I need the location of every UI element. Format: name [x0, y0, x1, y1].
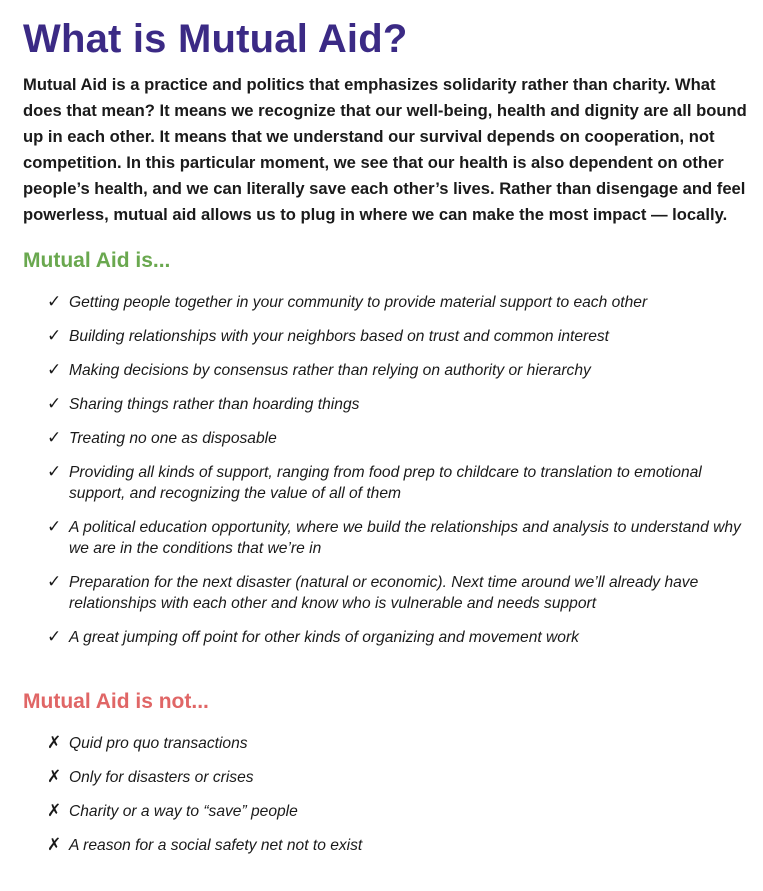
- list-item: [47, 292, 748, 313]
- document-page: [23, 0, 748, 869]
- check-mark-icon: ✓: [47, 572, 62, 592]
- list-item: [47, 835, 748, 856]
- list-item: [47, 572, 748, 614]
- intro-paragraph: Mutual Aid is a practice and politics that emphasizes solidarity rather than charity. What does that mean? It means we recognize that our well-being, health and dignity are all bound up in each other. It means that we understand our survival depends on cooperation, not competition. In this particular moment, we see that our health is also dependent on other people’s health, and we can literally save each other’s lives. Rather than disengage and feel powerless, mutual aid allows us to plug in where we can make the most impact — locally.: [23, 75, 747, 224]
- list-item-text: Preparation for the next disaster (natural or economic). Next time around we’ll already have relationships with each other and know who is vulnerable and needs support: [69, 574, 699, 612]
- list-item-text: Quid pro quo transactions: [69, 735, 248, 752]
- list-item-text: Providing all kinds of support, ranging from food prep to childcare to translation to emotional support, and recognizing the value of all of them: [69, 464, 702, 502]
- check-mark-icon: ✓: [47, 517, 62, 537]
- check-mark-icon: ✓: [47, 428, 62, 448]
- check-mark-icon: ✓: [47, 292, 62, 312]
- list-item-text: A great jumping off point for other kinds of organizing and movement work: [69, 629, 579, 646]
- check-mark-icon: ✓: [47, 627, 62, 647]
- cross-mark-icon: ✗: [47, 835, 62, 855]
- list-item: [47, 733, 748, 754]
- list-item-text: Charity or a way to “save” people: [69, 803, 298, 820]
- cross-mark-icon: ✗: [47, 801, 62, 821]
- check-mark-icon: ✓: [47, 360, 62, 380]
- mutual-aid-is-not-heading: Mutual Aid is not...: [23, 690, 209, 713]
- check-mark-icon: ✓: [47, 462, 62, 482]
- list-item: [47, 517, 748, 559]
- page-title: What is Mutual Aid?: [23, 17, 408, 61]
- list-item-text: Treating no one as disposable: [69, 430, 277, 447]
- list-item: [47, 627, 748, 648]
- list-item-text: Only for disasters or crises: [69, 769, 254, 786]
- list-item: [47, 767, 748, 788]
- list-item: [47, 428, 748, 449]
- cross-mark-icon: ✗: [47, 767, 62, 787]
- check-mark-icon: ✓: [47, 394, 62, 414]
- list-item-text: Getting people together in your community to provide material support to each other: [69, 294, 648, 311]
- list-item: [47, 360, 748, 381]
- mutual-aid-is-heading: Mutual Aid is...: [23, 249, 171, 272]
- list-item: [47, 462, 748, 504]
- check-mark-icon: ✓: [47, 326, 62, 346]
- list-item-text: A political education opportunity, where we build the relationships and analysis to understand why we are in the conditions that we’re in: [69, 519, 741, 557]
- list-item-text: A reason for a social safety net not to exist: [69, 837, 363, 854]
- cross-mark-icon: ✗: [47, 733, 62, 753]
- mutual-aid-is-not-list: [23, 733, 748, 856]
- list-item-text: Sharing things rather than hoarding things: [69, 396, 360, 413]
- list-item-text: Building relationships with your neighbors based on trust and common interest: [69, 328, 610, 345]
- list-item: [47, 394, 748, 415]
- list-item: [47, 326, 748, 347]
- mutual-aid-is-list: [23, 292, 748, 648]
- list-item-text: Making decisions by consensus rather than relying on authority or hierarchy: [69, 362, 591, 379]
- list-item: [47, 801, 748, 822]
